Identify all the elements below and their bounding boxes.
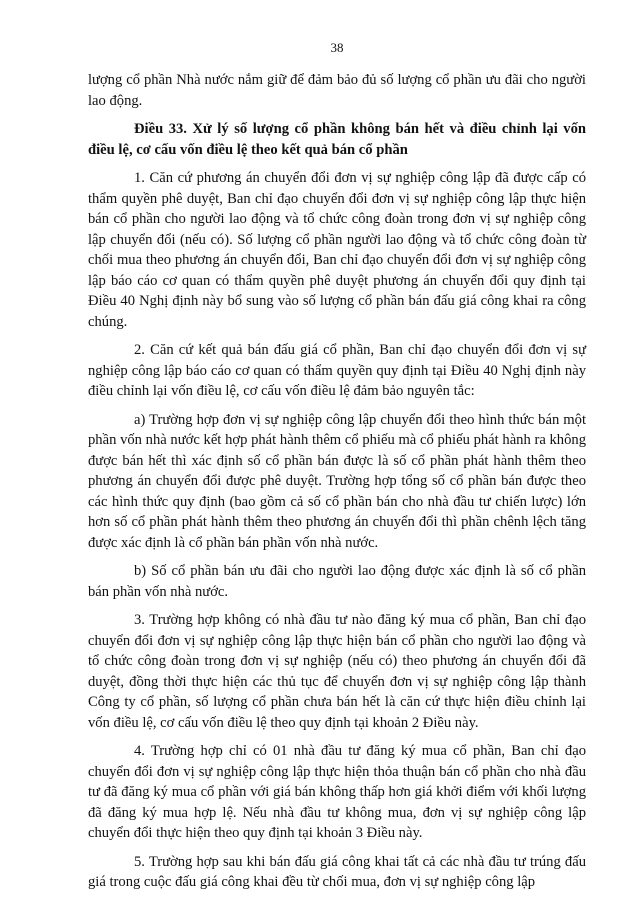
document-page: [88, 40, 586, 901]
paragraph-4: 4. Trường hợp chỉ có 01 nhà đầu tư đăng ký mua cổ phần, Ban chỉ đạo chuyển đổi đơn vị sự nghiệp công lập thực hiện thỏa thuận bán cổ phần cho nhà đầu tư đã đăng ký mua cổ phần với giá bán không thấp hơn giá khởi điểm với khối lượng đã đăng ký mua hợp lệ. Nếu nhà đầu tư không mua, đơn vị sự nghiệp công lập chuyển đổi thực hiện theo quy định tại khoản 3 Điều này.: [88, 743, 586, 841]
paragraph-5: 5. Trường hợp sau khi bán đấu giá công khai tất cả các nhà đầu tư trúng đấu giá trong cuộc đấu giá công khai đều từ chối mua, đơn vị sự nghiệp công lập: [88, 853, 586, 890]
article-heading: Điều 33. Xử lý số lượng cổ phần không bán hết và điều chỉnh lại vốn điều lệ, cơ cấu vốn điều lệ theo kết quả bán cổ phần: [88, 121, 586, 158]
paragraph-2b: b) Số cổ phần bán ưu đãi cho người lao động được xác định là số cổ phần bán phần vốn nhà nước.: [88, 563, 586, 600]
paragraph-1: 1. Căn cứ phương án chuyển đổi đơn vị sự nghiệp công lập đã được cấp có thẩm quyền phê duyệt, Ban chỉ đạo chuyển đổi đơn vị sự nghiệp công lập thực hiện bán cổ phần cho người lao động và tổ chức công đoàn trong đơn vị sự nghiệp công lập chuyển đổi (nếu có). Số lượng cổ phần người lao động và tổ chức công đoàn từ chối mua theo phương án chuyển đổi, Ban chỉ đạo chuyển đổi đơn vị sự nghiệp công lập báo cáo cơ quan có thẩm quyền phê duyệt phương án chuyển đổi quy định tại Điều 40 Nghị định này bổ sung vào số lượng cổ phần bán đấu giá công khai ra công chúng.: [88, 170, 586, 330]
paragraph-2a: a) Trường hợp đơn vị sự nghiệp công lập chuyển đổi theo hình thức bán một phần vốn nhà nước kết hợp phát hành thêm cổ phiếu mà cổ phiếu phát hành ra không được bán hết thì xác định số cổ phần bán được là số cổ phần phát hành thêm theo phương án chuyển đổi được phê duyệt. Trường hợp tổng số cổ phần bán được theo các hình thức quy định (bao gồm cả số cổ phần bán cho nhà đầu tư chiến lược) lớn hơn số cổ phần phát hành thêm theo phương án chuyển đổi thì phần chênh lệch tăng được xác định là cổ phần bán phần vốn nhà nước.: [88, 411, 586, 551]
paragraph-3: 3. Trường hợp không có nhà đầu tư nào đăng ký mua cổ phần, Ban chỉ đạo chuyển đổi đơn vị sự nghiệp công lập thực hiện bán cổ phần cho người lao động và tổ chức công đoàn trong đơn vị sự nghiệp (nếu có) theo phương án chuyển đổi đã duyệt, đồng thời thực hiện các thủ tục để chuyển đơn vị sự nghiệp công lập thành Công ty cổ phần, số lượng cổ phần chưa bán hết là căn cứ thực hiện điều chỉnh lại vốn điều lệ, cơ cấu vốn điều lệ theo quy định tại khoản 2 Điều này.: [88, 612, 586, 731]
page-number: 38: [330, 40, 344, 55]
paragraph-2: 2. Căn cứ kết quả bán đấu giá cổ phần, Ban chỉ đạo chuyển đổi đơn vị sự nghiệp công lập báo cáo cơ quan có thẩm quyền quy định tại Điều 40 Nghị định này điều chỉnh lại vốn điều lệ, cơ cấu vốn điều lệ đảm bảo nguyên tắc:: [88, 342, 586, 399]
continuation-paragraph: lượng cổ phần Nhà nước nắm giữ để đảm bảo đủ số lượng cổ phần ưu đãi cho người lao động.: [88, 72, 586, 109]
